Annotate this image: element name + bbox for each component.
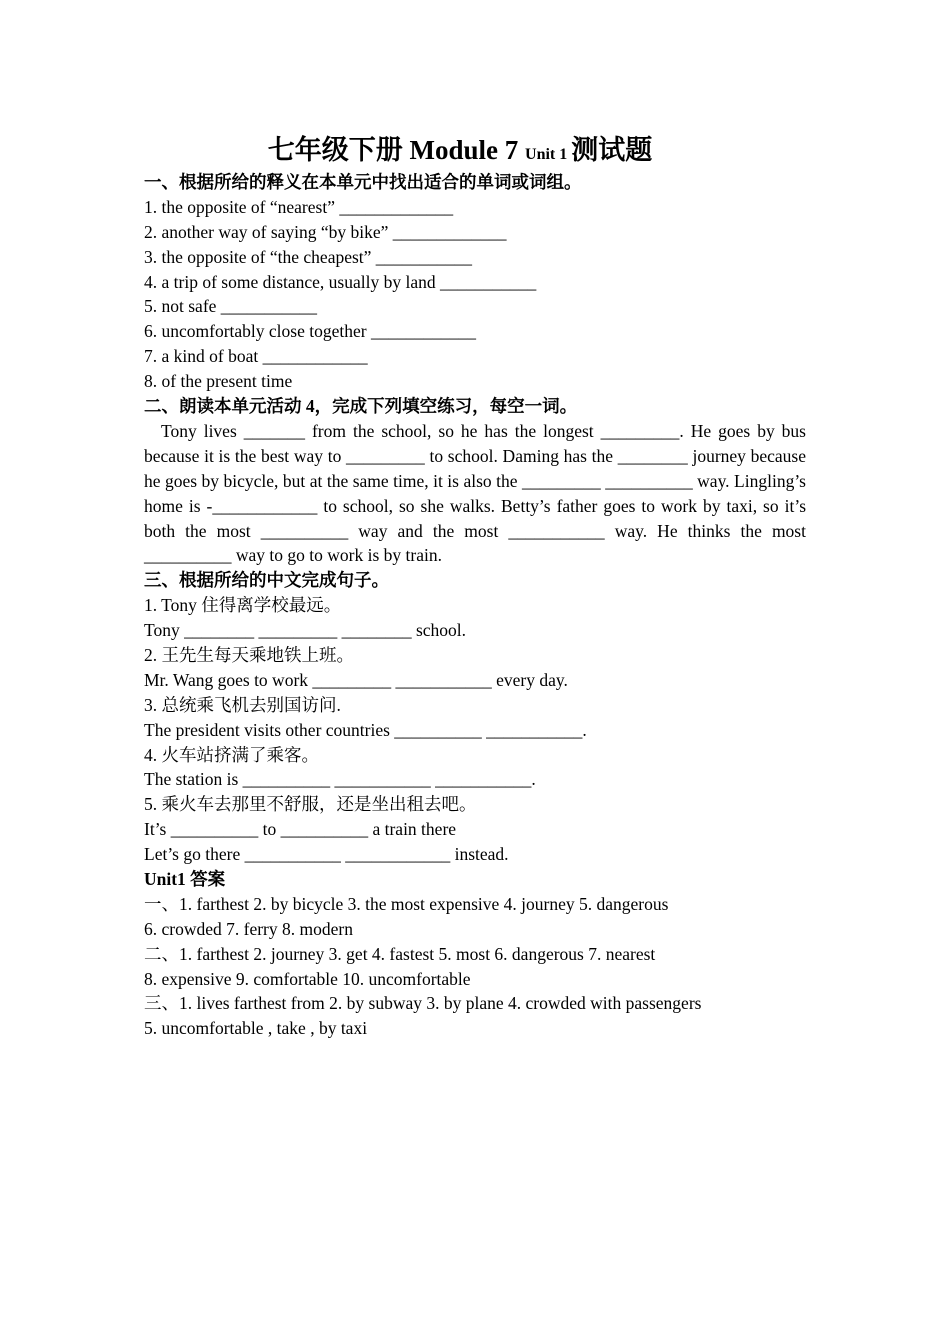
section3-line: The station is __________ ___________ ___________.	[144, 769, 536, 790]
section3-heading: 三、根据所给的中文完成句子。	[144, 570, 389, 591]
section1-item: 8. of the present time	[144, 371, 293, 392]
section3-line: 3. 总统乘飞机去别国访问.	[144, 694, 341, 715]
section3-line: 4. 火车站挤满了乘客。	[144, 744, 319, 765]
section3-line: Tony ________ _________ ________ school.	[144, 620, 467, 641]
answers-line: 5. uncomfortable , take , by taxi	[144, 1018, 368, 1039]
section1-item: 7. a kind of boat ____________	[144, 346, 368, 367]
document-page	[144, 130, 806, 1041]
section2-heading: 二、朗读本单元活动 4，完成下列填空练习，每空一词。	[144, 396, 578, 417]
section1-item: 4. a trip of some distance, usually by land ___________	[144, 271, 537, 292]
title-unit-part: Unit 1	[525, 146, 572, 163]
section1-heading: 一、根据所给的释义在本单元中找出适合的单词或词组。	[144, 172, 582, 192]
section3-line: The president visits other countries __________ ___________.	[144, 719, 587, 740]
section3-line: 2. 王先生每天乘地铁上班。	[144, 645, 354, 666]
section3-line: Mr. Wang goes to work _________ ___________ every day.	[144, 669, 568, 690]
section1-item: 3. the opposite of “the cheapest” ___________	[144, 246, 473, 267]
answers-line: 一、1. farthest 2. by bicycle 3. the most expensive 4. journey 5. dangerous	[144, 893, 669, 914]
section1-item: 5. not safe ___________	[144, 296, 318, 317]
answers-line: 二、1. farthest 2. journey 3. get 4. fastest 5. most 6. dangerous 7. nearest	[144, 943, 656, 964]
section1-item: 2. another way of saying “by bike” _____________	[144, 221, 507, 242]
title-suffix-part: 测试题	[571, 135, 653, 165]
section3-line: Let’s go there ___________ ____________ instead.	[144, 844, 509, 865]
answers-line: 6. crowded 7. ferry 8. modern	[144, 918, 353, 939]
page-title	[144, 130, 806, 170]
section3-line: 5. 乘火车去那里不舒服，还是坐出租去吧。	[144, 794, 477, 815]
section2-paragraph: Tony lives _______ from the school, so he has the longest _________. He goes by bus because it is the best way to _________ to school. Daming has the ________ journey because he goes by bicycle, but at the same time, it is also the _________ __________ way. Lingling’s home is -____________ to school, so she walks. Betty’s father goes to work by taxi, so it’s both the most __________ way and the most ___________ way. He thinks the most __________ way to go to work is by train.	[144, 420, 806, 566]
answers-line: 三、1. lives farthest from 2. by subway 3. by plane 4. crowded with passengers	[144, 993, 702, 1014]
answers-heading: Unit1 答案	[144, 869, 226, 890]
answers-line: 8. expensive 9. comfortable 10. uncomfortable	[144, 968, 471, 989]
section3-line: It’s __________ to __________ a train there	[144, 819, 457, 840]
title-main-part: 七年级下册 Module 7	[267, 135, 526, 165]
section3-line: 1. Tony 住得离学校最远。	[144, 595, 342, 616]
section1-item: 1. the opposite of “nearest” _____________	[144, 196, 454, 217]
section1-item: 6. uncomfortably close together ____________	[144, 321, 476, 342]
